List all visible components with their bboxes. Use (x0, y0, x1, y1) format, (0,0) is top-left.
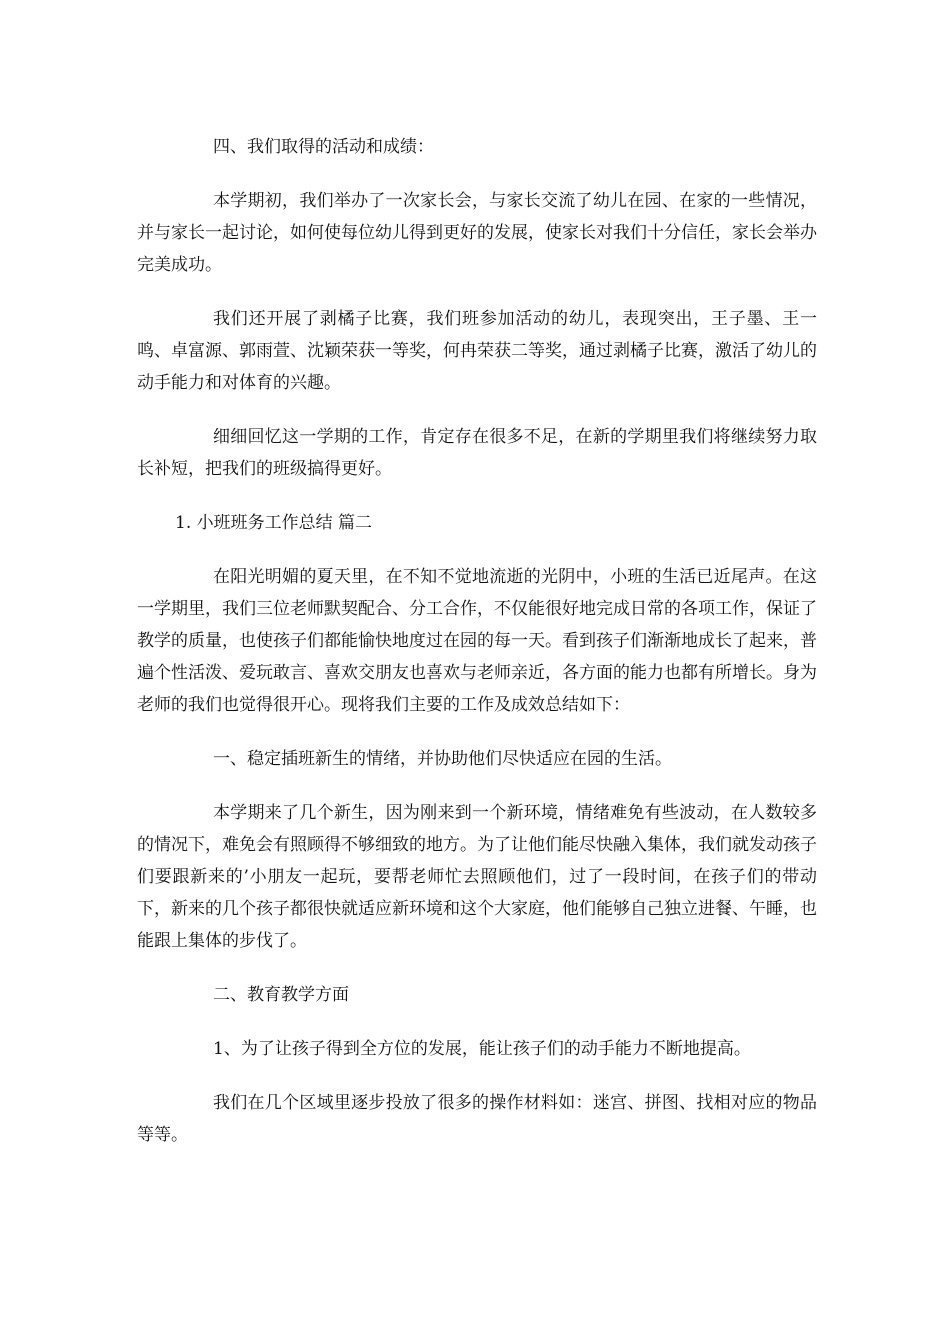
paragraph-parent-meeting: 本学期初，我们举办了一次家长会，与家长交流了幼儿在园、在家的一些情况，并与家长一起讨论，如何使每位幼儿得到更好的发展，使家长对我们十分信任，家长会举办完美成功。 (137, 191, 817, 275)
paragraph-hands-on-ability: 1、为了让孩子得到全方位的发展，能让孩子们的动手能力不断地提高。 (213, 1039, 751, 1059)
section-heading-education: 二、教育教学方面 (213, 985, 349, 1005)
section-heading-new-students: 一、稳定插班新生的情绪，并协助他们尽快适应在园的生活。 (213, 749, 672, 769)
paragraph-reflection: 细细回忆这一学期的工作，肯定存在很多不足，在新的学期里我们将继续努力取长补短，把我们的班级搞得更好。 (137, 427, 817, 479)
section-heading-achievements: 四、我们取得的活动和成绩： (213, 137, 434, 157)
paragraph-summer-intro: 在阳光明媚的夏天里，在不知不觉地流逝的光阴中，小班的生活已近尾声。在这一学期里，我们三位老师默契配合、分工合作，不仅能很好地完成日常的各项工作，保证了教学的质量，也使孩子们都能愉快地度过在园的每一天。看到孩子们渐渐地成长了起来，普遍个性活泼、爱玩敢言、喜欢交朋友也喜欢与老师亲近，各方面的能力也都有所增长。身为老师的我们也觉得很开心。现将我们主要的工作及成效总结如下： (137, 567, 817, 715)
paragraph-orange-contest: 我们还开展了剥橘子比赛，我们班参加活动的幼儿，表现突出，王子墨、王一鸣、卓富源、郭雨萱、沈颖荣获一等奖，何冉荣获二等奖，通过剥橘子比赛，激活了幼儿的动手能力和对体育的兴趣。 (137, 309, 817, 393)
paragraph-operation-materials: 我们在几个区域里逐步投放了很多的操作材料如：迷宫、拼图、找相对应的物品等等。 (137, 1093, 817, 1145)
article-title-part-two: 1. 小班班务工作总结 篇二 (175, 513, 373, 533)
document-body (137, 131, 817, 1173)
paragraph-new-students: 本学期来了几个新生，因为刚来到一个新环境，情绪难免有些波动，在人数较多的情况下，难免会有照顾得不够细致的地方。为了让他们能尽快融入集体，我们就发动孩子们要跟新来的’小朋友一起玩，要帮老师忙去照顾他们，过了一段时间，在孩子们的带动下，新来的几个孩子都很快就适应新环境和这个大家庭，他们能够自己独立进餐、午睡，也能跟上集体的步伐了。 (137, 803, 817, 951)
